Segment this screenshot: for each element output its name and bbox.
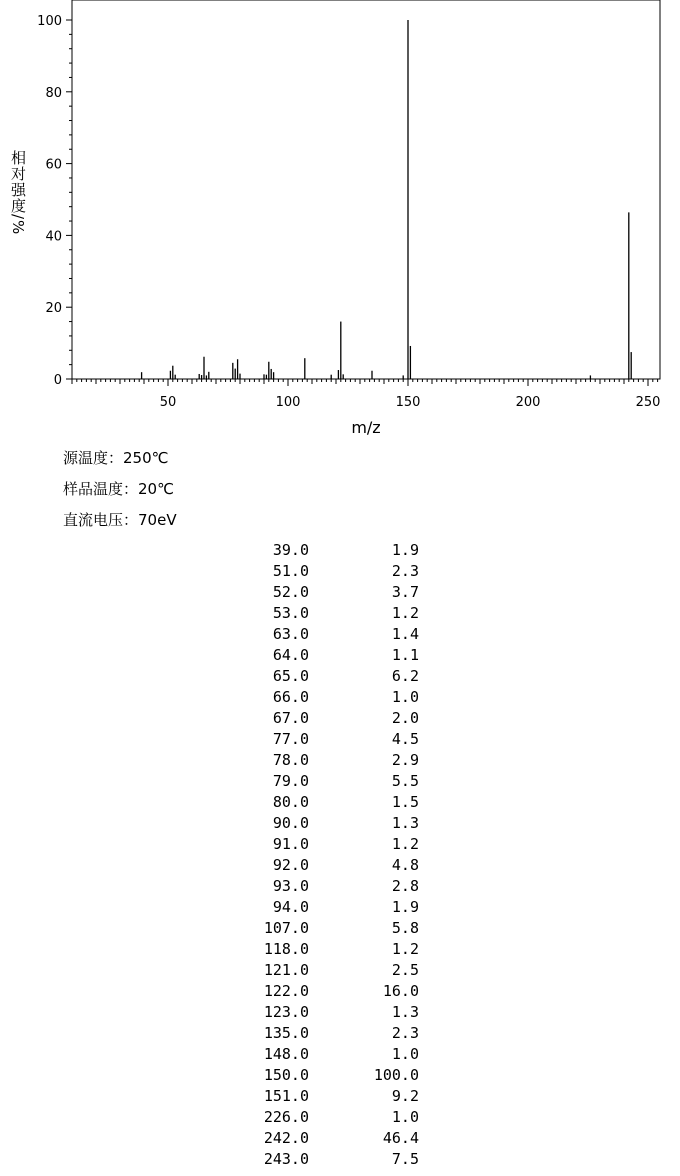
- peak-mz: 93.0: [272, 877, 309, 895]
- peak-row: [0, 919, 680, 940]
- peak-intensity: 1.9: [391, 898, 419, 916]
- peak-mz: 123.0: [263, 1003, 309, 1021]
- peak-row: [0, 898, 680, 919]
- y-axis: [37, 14, 72, 388]
- peak-intensity: 46.4: [382, 1129, 419, 1147]
- peak-intensity: 2.3: [391, 562, 419, 580]
- y-tick-label: 60: [45, 157, 62, 173]
- peak-intensity: 1.0: [391, 688, 419, 706]
- peak-mz: 94.0: [272, 898, 309, 916]
- x-tick-label: 100: [275, 395, 301, 410]
- peak-mz: 63.0: [272, 625, 309, 643]
- peak-mz: 80.0: [272, 793, 309, 811]
- peak-table: [0, 541, 680, 1171]
- peak-row: [0, 709, 680, 730]
- peak-mz: 64.0: [272, 646, 309, 664]
- y-tick-label: 80: [45, 85, 62, 101]
- y-tick-label: 0: [53, 373, 62, 388]
- peak-intensity: 4.5: [391, 730, 419, 748]
- peak-intensity: 3.7: [391, 583, 419, 601]
- peak-intensity: 1.1: [391, 646, 419, 664]
- peak-mz: 91.0: [272, 835, 309, 853]
- peak-row: [0, 1150, 680, 1171]
- peak-intensity: 2.3: [391, 1024, 419, 1042]
- peak-mz: 77.0: [272, 730, 309, 748]
- peak-mz: 122.0: [263, 982, 309, 1000]
- plot-border: [72, 0, 660, 379]
- peak-mz: 151.0: [263, 1087, 309, 1105]
- peak-mz: 135.0: [263, 1024, 309, 1042]
- peak-intensity: 1.0: [391, 1045, 419, 1063]
- peak-intensity: 2.5: [391, 961, 419, 979]
- mass-spectrum-chart: [0, 0, 680, 445]
- peak-mz: 78.0: [272, 751, 309, 769]
- peak-row: [0, 1066, 680, 1087]
- y-axis-label: 相对强度/%: [9, 150, 27, 236]
- peak-row: [0, 541, 680, 562]
- x-axis-label: m/z: [351, 418, 381, 437]
- peak-row: [0, 1003, 680, 1024]
- x-tick-label: 50: [159, 395, 177, 410]
- peak-row: [0, 961, 680, 982]
- spectrum-bars: [142, 20, 632, 379]
- peak-mz: 79.0: [272, 772, 309, 790]
- peak-row: [0, 856, 680, 877]
- peak-mz: 66.0: [272, 688, 309, 706]
- peak-mz: 226.0: [263, 1108, 309, 1126]
- peak-row: [0, 625, 680, 646]
- peak-mz: 121.0: [263, 961, 309, 979]
- peak-row: [0, 982, 680, 1003]
- peak-mz: 243.0: [263, 1150, 309, 1168]
- y-tick-label: 100: [37, 14, 62, 29]
- peak-mz: 148.0: [263, 1045, 309, 1063]
- peak-row: [0, 835, 680, 856]
- peak-mz: 90.0: [272, 814, 309, 832]
- x-axis: [72, 379, 660, 410]
- peak-intensity: 5.5: [391, 772, 419, 790]
- peak-intensity: 1.5: [391, 793, 419, 811]
- plot-frame: [72, 0, 660, 379]
- peak-mz: 52.0: [272, 583, 309, 601]
- peak-mz: 107.0: [263, 919, 309, 937]
- peak-mz: 150.0: [263, 1066, 309, 1084]
- peak-row: [0, 1129, 680, 1150]
- peak-mz: 118.0: [263, 940, 309, 958]
- peak-intensity: 2.9: [391, 751, 419, 769]
- peak-row: [0, 1087, 680, 1108]
- source-temperature: 源温度：250℃: [63, 449, 169, 467]
- peak-mz: 67.0: [272, 709, 309, 727]
- peak-intensity: 1.2: [391, 604, 419, 622]
- peak-intensity: 2.0: [391, 709, 419, 727]
- peak-row: [0, 730, 680, 751]
- peak-intensity: 100.0: [373, 1066, 419, 1084]
- peak-intensity: 1.3: [391, 1003, 419, 1021]
- peak-intensity: 7.5: [391, 1150, 419, 1168]
- peak-intensity: 1.2: [391, 940, 419, 958]
- x-tick-label: 150: [395, 395, 421, 410]
- x-tick-label: 250: [635, 395, 661, 410]
- peak-row: [0, 877, 680, 898]
- peak-intensity: 6.2: [391, 667, 419, 685]
- sample-temperature: 样品温度：20℃: [63, 480, 174, 498]
- peak-mz: 53.0: [272, 604, 309, 622]
- peak-intensity: 2.8: [391, 877, 419, 895]
- peak-row: [0, 751, 680, 772]
- peak-row: [0, 1108, 680, 1129]
- ionization-voltage: 直流电压：70eV: [63, 511, 177, 529]
- peak-row: [0, 583, 680, 604]
- x-tick-label: 200: [515, 395, 541, 410]
- peak-row: [0, 667, 680, 688]
- y-tick-label: 20: [45, 301, 62, 317]
- peak-row: [0, 562, 680, 583]
- peak-row: [0, 793, 680, 814]
- peak-intensity: 1.4: [391, 625, 419, 643]
- peak-intensity: 4.8: [391, 856, 419, 874]
- y-tick-label: 40: [45, 229, 62, 245]
- peak-mz: 242.0: [263, 1129, 309, 1147]
- peak-intensity: 1.0: [391, 1108, 419, 1126]
- peak-intensity: 1.3: [391, 814, 419, 832]
- peak-intensity: 5.8: [391, 919, 419, 937]
- peak-intensity: 1.9: [391, 541, 419, 559]
- peak-row: [0, 814, 680, 835]
- peak-intensity: 1.2: [391, 835, 419, 853]
- peak-row: [0, 1045, 680, 1066]
- peak-row: [0, 604, 680, 625]
- peak-mz: 65.0: [272, 667, 309, 685]
- peak-row: [0, 1024, 680, 1045]
- peak-intensity: 16.0: [382, 982, 419, 1000]
- peak-row: [0, 688, 680, 709]
- peak-mz: 51.0: [272, 562, 309, 580]
- peak-row: [0, 940, 680, 961]
- peak-intensity: 9.2: [391, 1087, 419, 1105]
- peak-mz: 92.0: [272, 856, 309, 874]
- peak-mz: 39.0: [272, 541, 309, 559]
- peak-row: [0, 772, 680, 793]
- peak-row: [0, 646, 680, 667]
